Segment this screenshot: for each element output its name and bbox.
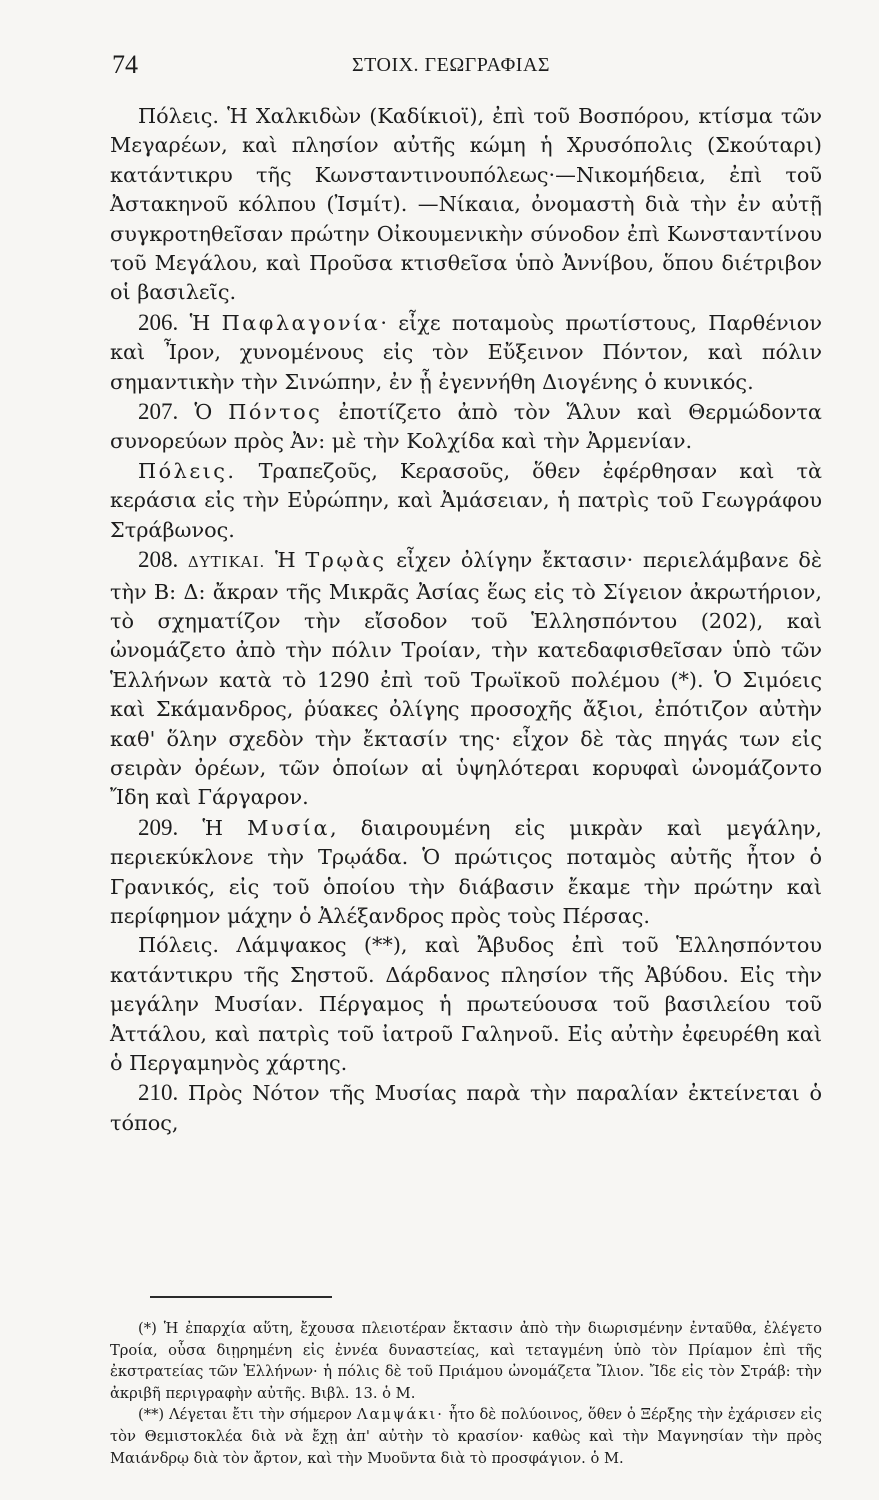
section-206 [110, 308, 822, 397]
section-number: 208. [138, 547, 179, 573]
section-number: 209. [138, 814, 179, 840]
footnote-rule [150, 1296, 332, 1298]
running-head: ΣΤΟΙΧ. ΓΕΩΓΡΑΦΙΑΣ [352, 54, 551, 76]
body-text [110, 102, 822, 1138]
paragraph-cities: Πόλεις. Ἡ Χαλκιδὼν (Καδίκιοϊ), ἐπὶ τοῦ Βοσπόρου, κτίσμα τῶν Μεγαρέων, καὶ πλησίον αὐτῆς κώμη ἡ Χρυσόπολις (Σκούταρι) κατάντικρυ τῆς Κωνσταντινουπόλεως·—Νικομήδεια, ἐπὶ τοῦ Ἀστακηνοῦ κόλπου (Ἰσμίτ). —Νίκαια, ὀνομαστὴ διὰ τὴν ἐν αὐτῇ συγκροτηθεῖσαν πρώτην Οἰκουμενικὴν σύνοδον ἐπὶ Κωνσταντίνου τοῦ Μεγάλου, καὶ Προῦσα κτισθεῖσα ὑπὸ Ἀννίβου, ὅπου διέτριβον οἱ βασιλεῖς. [110, 104, 822, 305]
section-210 [110, 1078, 822, 1138]
cities-label: Πόλεις. [138, 933, 220, 958]
paragraph-cities-pontus [110, 457, 822, 545]
section-text: εἶχεν ὀλίγην ἔκτασιν· περιελάμβανε δὲ τὴν Β: Δ: ἄκραν τῆς Μικρᾶς Ἀσίας ἕως εἰς τὸ Σίγειον ἀκρωτήριον, τὸ σχηματίζον τὴν εἴσοδον τοῦ Ἑλλησπόντου (202), καὶ ὠνομάζετο ἀπὸ τὴν πόλιν Τροίαν, τὴν κατεδαφισθεῖσαν ὑπὸ τῶν Ἑλλήνων κατὰ τὸ 1290 ἐπὶ τοῦ Τρωϊκοῦ πολέμου (*). Ὁ Σιμόεις καὶ Σκάμανδρος, ῥύακες ὀλίγης προσοχῆς ἄξιοι, ἐπότιζον αὐτὴν καθ' ὅλην σχεδὸν τὴν ἔκτασίν της· εἶχον δὲ τὰς πηγάς των εἰς σειρὰν ὀρέων, τῶν ὁποίων αἱ ὑψηλότεραι κορυφαὶ ὠνομάζοντο Ἴδη καὶ Γάργαρον. [110, 548, 822, 810]
paragraph-text: Τραπεζοῦς, Κερασοῦς, ὅθεν ἐφέρθησαν καὶ τὰ κεράσια εἰς τὴν Εὐρώπην, καὶ Ἀμάσειαν, ἡ πατρὶς τοῦ Γεωγράφου Στράβωνος. [110, 458, 822, 542]
section-text: · εἶχε ποταμοὺς πρωτίστους, Παρθένιον καὶ Ἶρον, χυνομένους εἰς τὸν Εὔξεινον Πόντον, καὶ πόλιν σημαντικὴν τὴν Σινώπην, ἐν ᾗ ἐγεννήθη Διογένης ὁ κυνικός. [110, 310, 822, 394]
paragraph-cities-mysia [110, 931, 822, 1078]
article: Ἡ [189, 310, 211, 335]
page-header [112, 50, 824, 90]
region-name: Πόντος [228, 400, 323, 425]
section-208 [110, 545, 822, 813]
footnote-text: (**) Λέγεται ἔτι τὴν σήμερον [138, 1406, 357, 1424]
section-209 [110, 813, 822, 932]
article: Ὁ [194, 400, 213, 425]
article: Ἡ [275, 548, 296, 573]
region-name: Παφλαγονία [221, 310, 381, 335]
footnote-place-name: Λαμψάκι· [356, 1406, 444, 1424]
article: Ἡ [202, 815, 224, 840]
section-number: 206. [138, 309, 179, 335]
section-text: , διαιρουμένη εἰς μικρὰν καὶ μεγάλην, περιεκύκλονε τὴν Τρῳάδα. Ὁ πρώτιςος ποταμὸς αὐτῆς ἦτον ὁ Γρανικός, εἰς τοῦ ὁποίου τὴν διάβασιν ἔκαμε τὴν πρώτην καὶ περίφημον μάχην ὁ Ἀλέξανδρος πρὸς τοὺς Πέρσας. [110, 815, 822, 928]
footnote-text: ἦτο δὲ πολύοινος, ὅθεν ὁ Ξέρξης τὴν ἐχάρισεν εἰς τὸν Θεμιστοκλέα διὰ νὰ ἔχῃ ἀπ' αὐτὴν τὸ κρασίον· καθὼς καὶ τὴν Μαγνησίαν τὴν πρὸς Μαιάνδρῳ διὰ τὸν ἄρτον, καὶ τὴν Μυοῦντα διὰ τὸ προσφάγιον. ὁ Μ. [110, 1406, 823, 1467]
section-text: Πρὸς Νότον τῆς Μυσίας παρὰ τὴν παραλίαν ἐκτείνεται ὁ τόπος, [110, 1081, 822, 1135]
section-text: ἐποτίζετο ἀπὸ τὸν Ἅλυν καὶ Θερμώδοντα συνορεύων πρὸς Ἀν: μὲ τὴν Κολχίδα καὶ τὴν Ἀρμενίαν. [110, 400, 822, 454]
section-207 [110, 397, 822, 457]
region-heading: ΔΥΤΙΚΑΙ. [187, 553, 266, 572]
footnotes [110, 1318, 822, 1469]
cities-label: Πόλεις. [138, 458, 237, 483]
footnote-1: (*) Ἡ ἐπαρχία αὕτη, ἔχουσα πλειοτέραν ἔκτασιν ἀπὸ τὴν διωρισμένην ἐνταῦθα, ἐλέγετο Τροία, οὖσα διῃρημένη εἰς ἐννέα δυναστείας, καὶ τεταγμένη ὑπὸ τὸν Πρίαμον ἐπὶ τῆς ἐκστρατείας τῶν Ἑλλήνων· ἡ πόλις δὲ τοῦ Πριάμου ὠνομάζετα Ἴλιον. Ἴδε εἰς τὸν Στράβ: τὴν ἀκριβῆ περιγραφὴν αὐτῆς. Βιβλ. 13. ὁ Μ. [110, 1320, 822, 1402]
section-number: 210. [138, 1080, 179, 1106]
paragraph-text: Λάμψακος (**), καὶ Ἄβυδος ἐπὶ τοῦ Ἑλλησπόντου κατάντικρυ τῆς Σηστοῦ. Δάρδανος πλησίον τῆς Ἀβύδου. Εἰς τὴν μεγάλην Μυσίαν. Πέργαμος ἡ πρωτεύουσα τοῦ βασιλείου τοῦ Ἀττάλου, καὶ πατρὶς τοῦ ἰατροῦ Γαληνοῦ. Εἰς αὐτὴν ἐφευρέθη καὶ ὁ Περγαμηνὸς χάρτης. [110, 933, 822, 1075]
region-name: Μυσία [247, 815, 331, 840]
footnote-2 [110, 1404, 822, 1469]
page-number: 74 [112, 50, 138, 79]
section-number: 207. [138, 399, 179, 425]
region-name: Τρῳὰς [305, 548, 387, 573]
